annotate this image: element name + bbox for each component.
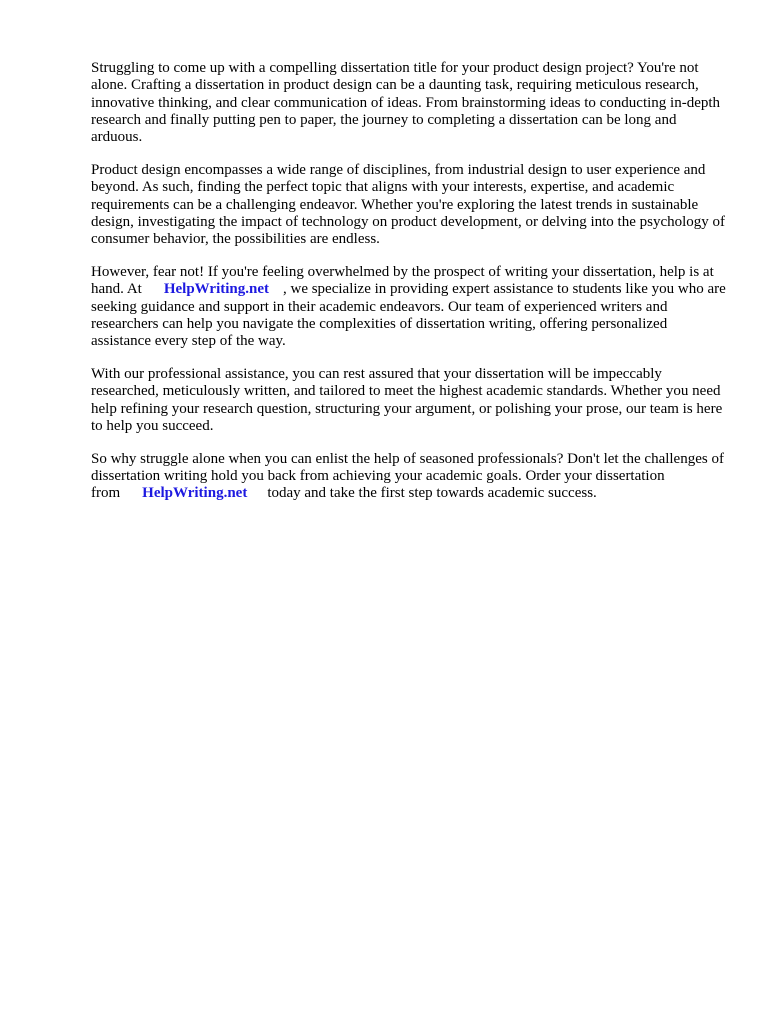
paragraph-professional-assistance: With our professional assistance, you can rest assured that your dissertation will be impeccably researched, meticulously written, and tailored to meet the highest academic standards. Whether you need help refining your research question, structuring your argument, or polishing your prose, our team is here to help you succeed. bbox=[91, 365, 723, 434]
paragraph-text-after-link: , we specialize in providing expert assistance to students like you who are seeking guidance and support in their academic endeavors. Our team of experienced writers and researchers can help you navigate the complexities of dissertation writing, offering personalized assistance every step of the way. bbox=[91, 281, 726, 350]
paragraph-intro: Struggling to come up with a compelling dissertation title for your product design project? You're not alone. Crafting a dissertation in product design can be a daunting task, requiring meticulous research, innovative thinking, and clear communication of ideas. From brainstorming ideas to conducting in-depth research and finally putting pen to paper, the journey to completing a dissertation can be long and arduous. bbox=[91, 60, 721, 146]
helpwriting-link[interactable]: HelpWriting.net bbox=[142, 485, 248, 502]
paragraph-text-before-link: So why struggle alone when you can enlist the help of seasoned professionals? Don't let the challenges of dissertation writing hold you back from achieving your academic goals. Order your dissertation from bbox=[91, 450, 724, 502]
paragraph-text-before-link: However, fear not! If you're feeling overwhelmed by the prospect of writing your dissertation, help is at hand. At bbox=[91, 263, 714, 298]
paragraph-help-at-hand bbox=[91, 264, 727, 350]
document-body bbox=[91, 60, 727, 518]
paragraph-call-to-action bbox=[91, 451, 727, 503]
helpwriting-link[interactable]: HelpWriting.net bbox=[163, 281, 269, 298]
paragraph-text-after-link: today and take the first step towards academic success. bbox=[267, 485, 597, 502]
paragraph-product-design: Product design encompasses a wide range of disciplines, from industrial design to user experience and beyond. As such, finding the perfect topic that aligns with your interests, expertise, and academic requirements can be a challenging endeavor. Whether you're exploring the latest trends in sustainable design, investigating the impact of technology on product development, or delving into the psychology of consumer behavior, the possibilities are endless. bbox=[91, 161, 726, 248]
